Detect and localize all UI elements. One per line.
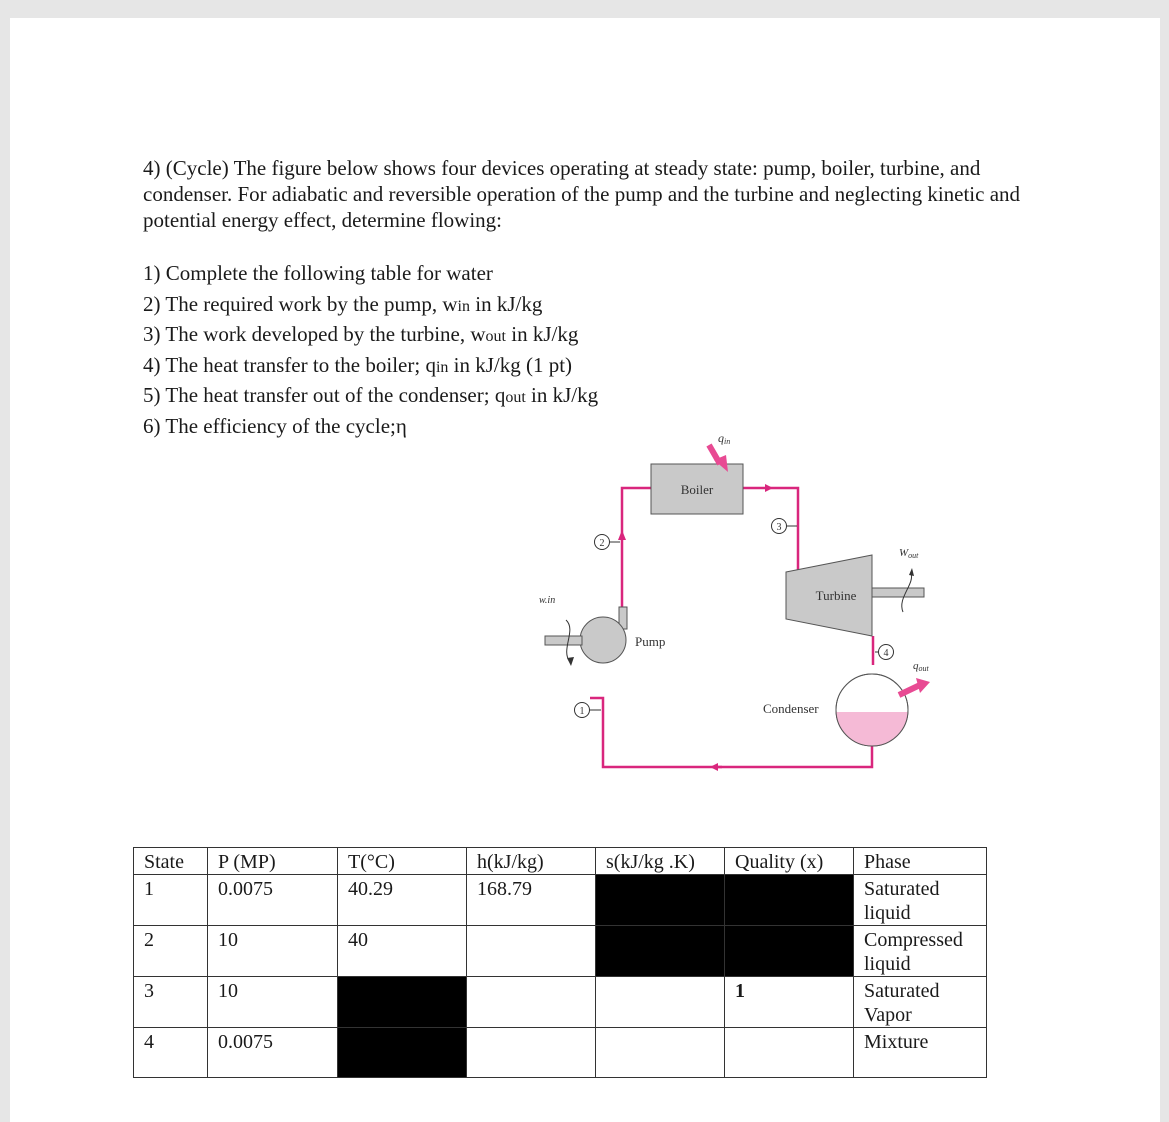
flow-arrow-2: [618, 530, 626, 540]
w-in-label: w.in: [539, 595, 556, 606]
quality-cell: [725, 1028, 854, 1078]
svg-text:3: 3: [776, 522, 782, 533]
entropy-cell: [596, 1028, 725, 1078]
quality-cell-redacted: [725, 875, 854, 926]
header-temperature: T(°C): [338, 848, 467, 875]
phase-cell: Saturated liquid: [854, 875, 987, 926]
pressure-cell: 0.0075: [208, 875, 338, 926]
phase-cell: Mixture: [854, 1028, 987, 1078]
enthalpy-cell: [467, 977, 596, 1028]
state-marker-1: [575, 703, 602, 718]
enthalpy-cell: 168.79: [467, 875, 596, 926]
table-row: [134, 977, 987, 1028]
header-state: State: [134, 848, 208, 875]
w-out-arrowhead: [909, 568, 914, 576]
task-item: 6) The efficiency of the cycle;η: [143, 413, 407, 438]
task-item: 4) The heat transfer to the boiler; qin in kJ/kg (1 pt): [143, 352, 573, 377]
flow-arrow-1: [710, 763, 718, 771]
phase-cell: Saturated Vapor: [854, 977, 987, 1028]
phase-cell: Compressed liquid: [854, 926, 987, 977]
header-entropy: s(kJ/kg .K): [596, 848, 725, 875]
water-properties-table: [133, 847, 987, 1078]
state-marker-3: [772, 519, 798, 534]
flow-arrow-3: [765, 484, 773, 492]
header-enthalpy: h(kJ/kg): [467, 848, 596, 875]
turbine-shaft: [872, 588, 924, 597]
w-out-label: Wout: [899, 547, 919, 560]
q-out-label: qout: [913, 660, 929, 673]
header-pressure: P (MP): [208, 848, 338, 875]
table-row: [134, 926, 987, 977]
task-item: 1) Complete the following table for water: [143, 261, 493, 285]
state-cell: 2: [134, 926, 208, 977]
enthalpy-cell: [467, 926, 596, 977]
state-cell: 1: [134, 875, 208, 926]
table-header-row: [134, 848, 987, 875]
enthalpy-cell: [467, 1028, 596, 1078]
q-in-label: qin: [718, 431, 731, 446]
header-quality: Quality (x): [725, 848, 854, 875]
state-marker-2: [595, 535, 621, 550]
entropy-cell-redacted: [596, 875, 725, 926]
svg-text:1: 1: [579, 706, 585, 717]
pump-unit: [580, 617, 626, 663]
header-phase: Phase: [854, 848, 987, 875]
table-row: [134, 1028, 987, 1078]
entropy-cell: [596, 977, 725, 1028]
pressure-cell: 10: [208, 926, 338, 977]
state-marker-4: [875, 645, 894, 660]
condenser-label: Condenser: [763, 701, 819, 716]
pressure-cell: 0.0075: [208, 1028, 338, 1078]
temperature-cell: 40.29: [338, 875, 467, 926]
pump-label: Pump: [635, 634, 666, 649]
table-row: [134, 875, 987, 926]
task-item: 2) The required work by the pump, win in kJ/kg: [143, 291, 543, 316]
svg-text:4: 4: [883, 648, 889, 659]
temperature-cell-redacted: [338, 1028, 467, 1078]
w-in-arrowhead: [567, 657, 574, 666]
quality-cell-redacted: [725, 926, 854, 977]
temperature-cell: 40: [338, 926, 467, 977]
problem-statement: 4) (Cycle) The figure below shows four devices operating at steady state: pump, boiler, turbine, and condenser. For adiabatic and reversible operation of the pump and the turbine and neglecting kinetic and potential energy effect, determine flowing:: [143, 156, 1021, 232]
state-cell: 3: [134, 977, 208, 1028]
svg-text:2: 2: [599, 538, 605, 549]
entropy-cell-redacted: [596, 926, 725, 977]
pressure-cell: 10: [208, 977, 338, 1028]
turbine-label: Turbine: [815, 588, 857, 603]
q-out-arrowhead: [916, 678, 930, 693]
task-item: 5) The heat transfer out of the condenser; qout in kJ/kg: [143, 383, 599, 407]
quality-cell: 1: [725, 977, 854, 1028]
task-item: 3) The work developed by the turbine, wout in kJ/kg: [143, 322, 579, 346]
temperature-cell-redacted: [338, 977, 467, 1028]
state-cell: 4: [134, 1028, 208, 1078]
boiler-label: Boiler: [680, 482, 714, 497]
pump-shaft: [545, 636, 582, 645]
